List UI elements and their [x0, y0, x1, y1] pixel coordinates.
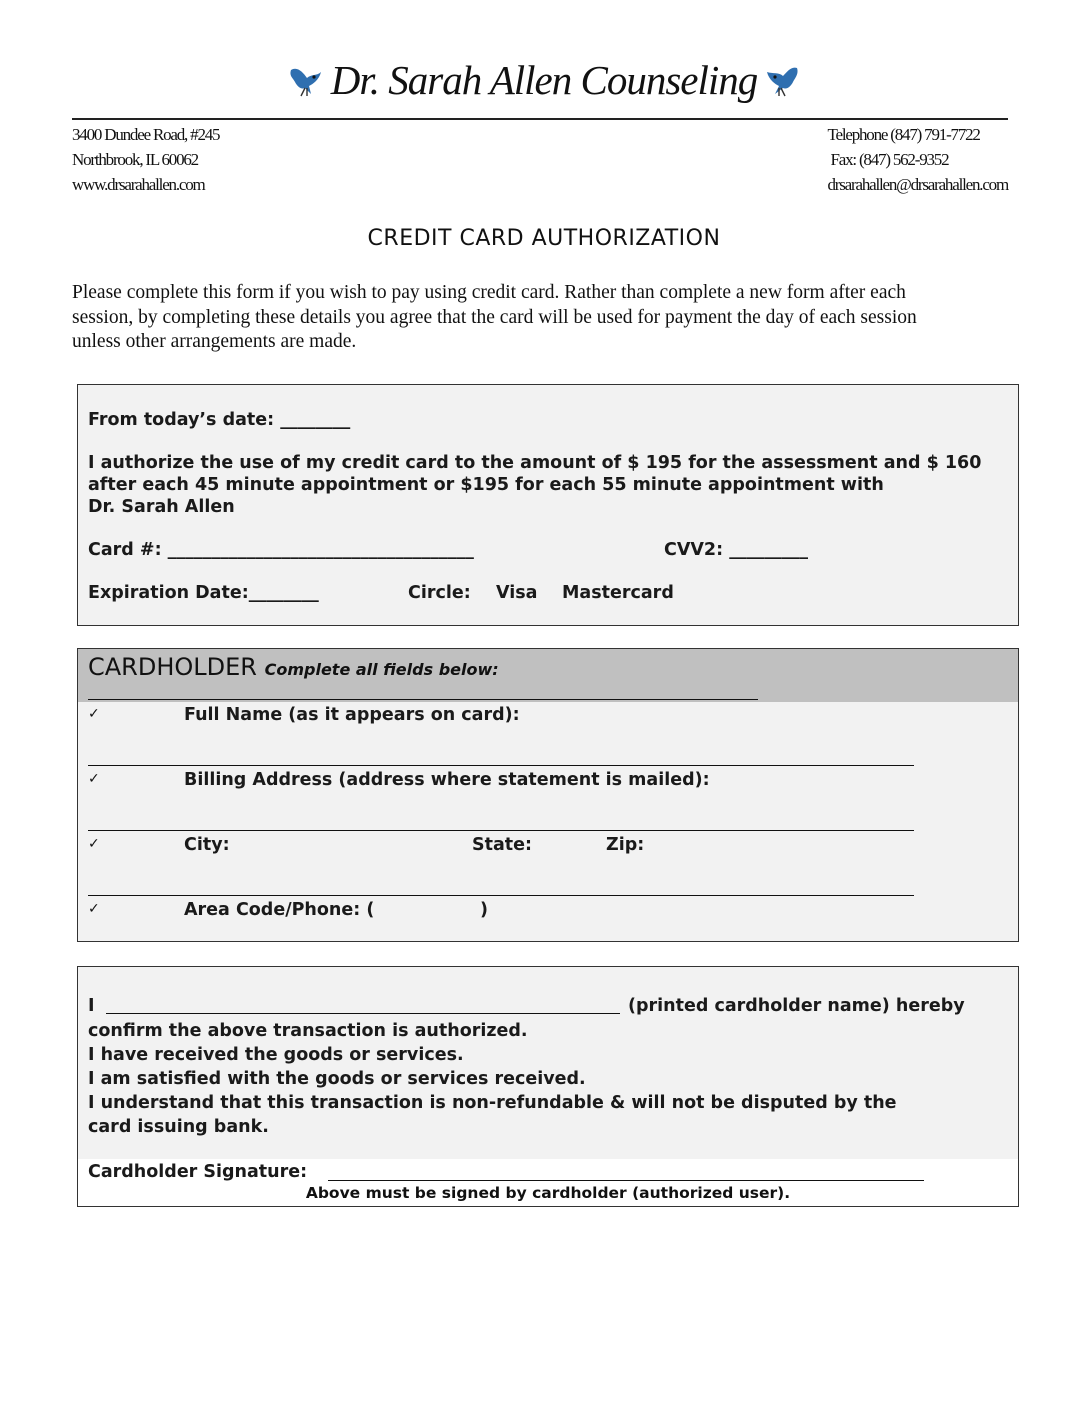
bluebird-logo-icon-right — [761, 60, 801, 94]
contact-block — [827, 122, 1008, 197]
cardholder-box — [77, 648, 1019, 942]
full-name-input-line[interactable] — [88, 765, 914, 766]
cardholder-heading-text: CARDHOLDER — [88, 653, 257, 681]
state-label: State: — [472, 835, 533, 855]
signature-input-line[interactable] — [328, 1180, 924, 1181]
payment-details-box — [77, 384, 1019, 626]
confirm-line: card issuing bank. — [88, 1117, 269, 1137]
authorization-line: Dr. Sarah Allen — [88, 497, 235, 517]
email-link[interactable]: drsarahallen@drsarahallen.com — [827, 175, 1008, 194]
confirm-suffix: (printed cardholder name) hereby — [628, 996, 965, 1016]
from-date-field[interactable]: From today’s date: ________ — [88, 410, 351, 430]
check-icon: ✓ — [88, 901, 100, 917]
zip-label: Zip: — [606, 835, 645, 855]
mastercard-option[interactable]: Mastercard — [562, 583, 674, 603]
city-state-zip-input-line[interactable] — [88, 895, 914, 896]
brand-name: Dr. Sarah Allen Counseling — [330, 57, 758, 103]
visa-option[interactable]: Visa — [496, 583, 538, 603]
billing-address-input-line[interactable] — [88, 830, 914, 831]
confirmation-box — [77, 966, 1019, 1207]
phone-close-paren: ) — [480, 900, 488, 920]
city-label: City: — [184, 835, 230, 855]
full-name-label: Full Name (as it appears on card): — [184, 705, 520, 725]
letterhead-brand — [0, 56, 1088, 104]
authorization-text — [88, 452, 1013, 518]
header-rule — [72, 118, 1008, 120]
check-icon: ✓ — [88, 771, 100, 787]
address-line1: 3400 Dundee Road, #245 — [72, 125, 220, 144]
cardholder-subheading: Complete all fields below: — [264, 660, 499, 679]
confirm-line: I have received the goods or services. — [88, 1045, 464, 1065]
confirm-line: I am satisfied with the goods or services received. — [88, 1069, 586, 1089]
authorization-line: after each 45 minute appointment or $195 for each 55 minute appointment with — [88, 475, 884, 495]
expiration-date-field[interactable]: Expiration Date:________ — [88, 583, 319, 603]
cardholder-heading — [88, 653, 499, 681]
billing-address-label: Billing Address (address where statement is mailed): — [184, 770, 710, 790]
signature-note: Above must be signed by cardholder (authorized user). — [305, 1184, 791, 1202]
confirm-line: I understand that this transaction is non-refundable & will not be disputed by the — [88, 1093, 897, 1113]
printed-name-input-line[interactable] — [106, 1013, 620, 1014]
bluebird-logo-icon — [287, 60, 327, 94]
intro-line: unless other arrangements are made. — [72, 331, 357, 352]
circle-label: Circle: — [408, 583, 471, 603]
form-intro — [72, 281, 1022, 355]
cardholder-header — [78, 649, 1018, 702]
fax-text: Fax: (847) 562-9352 — [830, 150, 949, 169]
check-icon: ✓ — [88, 706, 100, 722]
confirm-line: confirm the above transaction is authorized. — [88, 1021, 528, 1041]
address-block — [72, 122, 219, 197]
telephone-text: Telephone (847) 791-7722 — [827, 125, 980, 144]
intro-line: session, by completing these details you agree that the card will be used for payment the day of each session — [72, 306, 917, 328]
signature-label: Cardholder Signature: — [88, 1162, 308, 1182]
form-title: CREDIT CARD AUTHORIZATION — [367, 226, 721, 251]
cvv-field[interactable]: CVV2: _________ — [664, 540, 808, 560]
card-number-field[interactable]: Card #: ___________________________________ — [88, 540, 474, 560]
confirmation-statements — [88, 1019, 1013, 1139]
website-link[interactable]: www.drsarahallen.com — [72, 175, 205, 194]
check-icon: ✓ — [88, 836, 100, 852]
intro-line: Please complete this form if you wish to pay using credit card. Rather than complete a new form after each — [72, 282, 906, 303]
authorization-line: I authorize the use of my credit card to the amount of $ 195 for the assessment and $ 160 — [88, 453, 982, 473]
address-line2: Northbrook, IL 60062 — [72, 150, 198, 169]
confirm-prefix: I — [88, 996, 95, 1016]
phone-label: Area Code/Phone: ( — [184, 900, 375, 920]
header-underline — [88, 699, 758, 700]
